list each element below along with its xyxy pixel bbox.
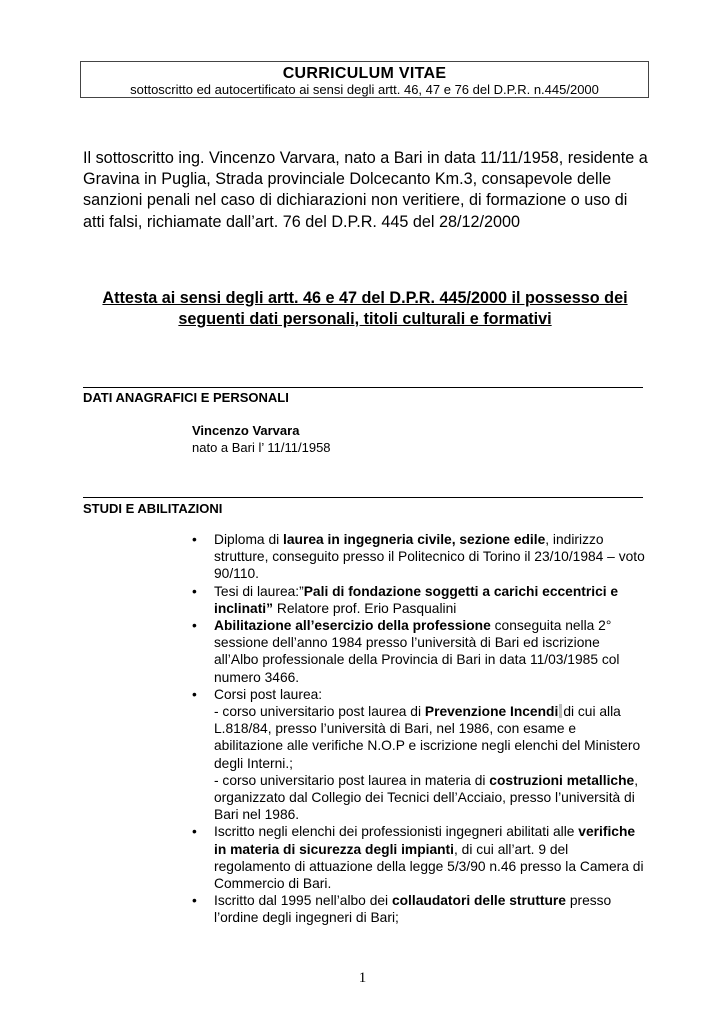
list-item bbox=[192, 617, 647, 686]
list-item bbox=[192, 823, 647, 892]
text: , indirizzo strutture, conseguito presso il Politecnico di Torino il 23/10/1984 – voto 90/110. bbox=[214, 532, 645, 582]
header-box bbox=[80, 61, 649, 98]
text: , di cui all’art. 9 del regolamento di attuazione della legge 5/3/90 n.46 presso la Camera di Commercio di Bari. bbox=[214, 841, 644, 892]
text: , organizzato dal Collegio dei Tecnici dell’Acciaio, presso l’università di Bari nel 1986. bbox=[214, 772, 639, 823]
text: Corsi post laurea: bbox=[214, 686, 323, 702]
text: presso l’ordine degli ingegneri di Bari; bbox=[214, 893, 612, 926]
attesta-heading bbox=[60, 288, 670, 330]
bullet-icon: • bbox=[192, 893, 197, 909]
bullet-icon: • bbox=[192, 618, 197, 634]
document-subtitle: sottoscritto ed autocertificato ai sensi degli artt. 46, 47 e 76 del D.P.R. n.445/2000 bbox=[130, 82, 599, 97]
section-divider bbox=[83, 497, 643, 498]
bold-text: verifiche in materia di sicurezza degli impianti bbox=[214, 824, 636, 857]
document-title: CURRICULUM VITAE bbox=[282, 65, 447, 82]
text: Relatore prof. Erio Pasqualini bbox=[273, 600, 457, 616]
attesta-line-1: Attesta ai sensi degli artt. 46 e 47 del D.P.R. 445/2000 il possesso dei bbox=[102, 289, 628, 307]
bold-text: costruzioni metalliche bbox=[489, 772, 635, 788]
person-birth: nato a Bari l’ 11/11/1958 bbox=[192, 440, 331, 455]
list-item bbox=[192, 583, 647, 617]
text: Iscritto dal 1995 nell’albo dei bbox=[214, 893, 392, 909]
bold-text: Abilitazione all’esercizio della professione bbox=[214, 618, 491, 634]
text: - corso universitario post laurea di bbox=[214, 704, 425, 720]
intro-paragraph: Il sottoscritto ing. Vincenzo Varvara, nato a Bari in data 11/11/1958, residente a Gravina in Puglia, Strada provinciale Dolcecanto Km.3, consapevole delle sanzioni penali nel caso di dichiarazioni non veritiere, di formazione o uso di atti falsi, richiamate dall’art. 76 del D.P.R. 445 del 28/12/2000 bbox=[83, 149, 648, 231]
bullet-icon: • bbox=[192, 583, 197, 599]
text: Iscritto negli elenchi dei professionisti ingegneri abilitati alle bbox=[214, 824, 579, 840]
bullet-icon: • bbox=[192, 686, 197, 702]
text: - corso universitario post laurea in materia di bbox=[214, 772, 490, 788]
bullet-icon: • bbox=[192, 532, 197, 547]
bold-text: collaudatori delle strutture bbox=[391, 893, 566, 909]
page-number: 1 bbox=[358, 970, 367, 986]
section-title-dati: DATI ANAGRAFICI E PERSONALI bbox=[83, 390, 289, 405]
bold-text: laurea in ingegneria civile, sezione edile bbox=[283, 532, 546, 547]
studi-list bbox=[192, 531, 647, 927]
section-divider bbox=[83, 387, 643, 388]
personal-data bbox=[192, 422, 331, 456]
bold-text: Pali di fondazione soggetti a carichi eccentrici e inclinati” bbox=[214, 583, 619, 616]
text: conseguita nella 2° sessione dell’anno 1984 presso l’università di Bari ed iscrizione all’Albo professionale della Provincia di Bari in data 11/03/1985 col numero 3466. bbox=[214, 618, 620, 685]
text: Tesi di laurea:” bbox=[214, 583, 304, 599]
bold-text: Prevenzione Incendi bbox=[424, 704, 559, 720]
list-item bbox=[192, 892, 647, 926]
person-name: Vincenzo Varvara bbox=[192, 423, 300, 438]
attesta-line-2: seguenti dati personali, titoli culturali e formativi bbox=[178, 310, 552, 328]
text: di cui alla L.818/84, presso l’università di Bari, nel 1986, con esame e abilitazione alle verifiche N.O.P e iscrizione negli elenchi del Ministero degli Interni.; bbox=[214, 704, 641, 771]
list-item bbox=[192, 686, 647, 824]
text-cursor-mark bbox=[559, 704, 562, 718]
text: Diploma di bbox=[214, 532, 284, 547]
bullet-icon: • bbox=[192, 824, 197, 840]
list-item bbox=[192, 531, 647, 583]
section-title-studi: STUDI E ABILITAZIONI bbox=[83, 501, 223, 516]
